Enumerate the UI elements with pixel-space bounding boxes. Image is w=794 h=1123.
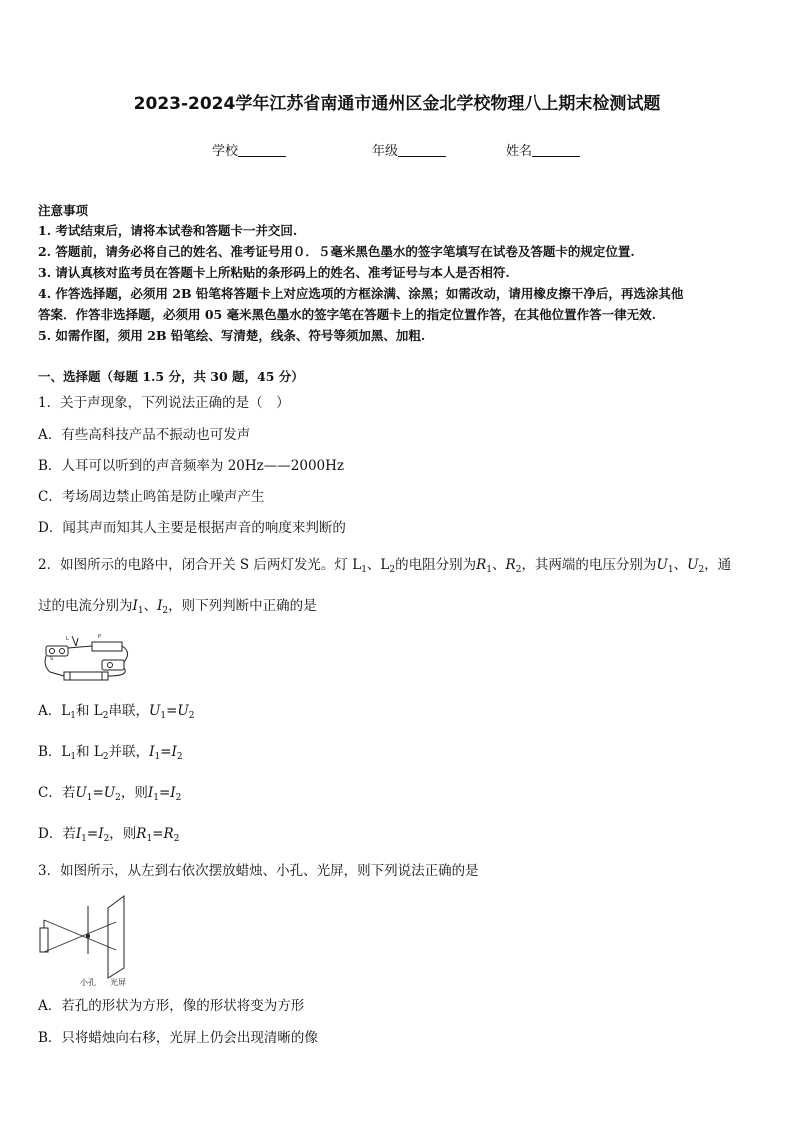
page-title: 2023-2024学年江苏省南通市通州区金北学校物理八上期末检测试题 [133, 94, 661, 114]
q1-option-a: A．有些高科技产品不振动也可发声 [38, 427, 251, 443]
notice-item: 1. 考试结束后，请将本试卷和答题卡一并交回. [38, 223, 298, 238]
question-2-stem: 2．如图所示的电路中，闭合开关 S 后两灯发光。灯 $L_1$、$L_2$的电阻分别为$R_1$、$R_2$，其两端的电压分别为$U_1$、$U_2$，通 [38, 557, 732, 575]
section-heading: 一、选择题（每题 1.5 分，共 30 题，45 分） [38, 369, 304, 384]
q2-option-d: D．若$I_1=I_2$，则$R_1=R_2$ [38, 826, 180, 844]
notice-item: 5. 如需作图，须用 2B 铅笔绘、写清楚，线条、符号等须加黑、加粗. [38, 328, 426, 343]
school-field [212, 140, 286, 159]
notice-item: 3. 请认真核对监考员在答题卡上所粘贴的条形码上的姓名、准考证号与本人是否相符. [38, 265, 510, 280]
q2-option-c: C．若$U_1=U_2$，则$I_1=I_2$ [38, 785, 182, 803]
name-field [506, 140, 580, 159]
svg-text:P: P [98, 634, 102, 640]
question-2-stem-line2: 过的电流分别为$I_1$、$I_2$，则下列判断中正确的是 [38, 598, 317, 616]
question-3-stem: 3．如图所示，从左到右依次摆放蜡烛、小孔、光屏，则下列说法正确的是 [38, 863, 479, 879]
q3-option-b: B．只将蜡烛向右移，光屏上仍会出现清晰的像 [38, 1030, 318, 1046]
circuit-figure [42, 632, 134, 682]
svg-text:S: S [50, 656, 54, 662]
q2-option-a: A．$L_1$和 $L_2$串联，$U_1=U_2$ [38, 703, 195, 721]
name-label: 姓名 [506, 144, 533, 159]
grade-field [372, 140, 446, 159]
notice-item: 2. 答题前，请务必将自己的姓名、准考证号用０．５毫米黑色墨水的签字笔填写在试卷及答题卡的规定位置. [38, 244, 635, 259]
q1-option-d: D．闻其声而知其人主要是根据声音的响度来判断的 [38, 520, 346, 536]
notice-heading: 注意事项 [38, 203, 89, 218]
svg-text:L: L [66, 636, 69, 642]
school-blank[interactable] [238, 143, 286, 157]
pinhole-figure [36, 892, 136, 988]
grade-blank[interactable] [398, 143, 446, 157]
q2-option-b: B．$L_1$和 $L_2$并联，$I_1=I_2$ [38, 744, 183, 762]
notice-item: 答案．作答非选择题，必须用 05 毫米黑色墨水的签字笔在答题卡上的指定位置作答，在其他位置作答一律无效. [38, 307, 656, 322]
pinhole-label: 小孔 [80, 978, 96, 987]
q1-option-b: B．人耳可以听到的声音频率为 20Hz——2000Hz [38, 458, 345, 474]
screen-label: 光屏 [110, 978, 126, 987]
question-1-stem: 1．关于声现象，下列说法正确的是（ ） [38, 395, 290, 411]
name-blank[interactable] [532, 143, 580, 157]
notice-item: 4. 作答选择题，必须用 2B 铅笔将答题卡上对应选项的方框涂满、涂黑；如需改动，请用橡皮擦干净后，再选涂其他 [38, 286, 684, 301]
grade-label: 年级 [372, 144, 399, 159]
school-label: 学校 [212, 144, 239, 159]
q3-option-a: A．若孔的形状为方形，像的形状将变为方形 [38, 998, 305, 1014]
q1-option-c: C．考场周边禁止鸣笛是防止噪声产生 [38, 489, 265, 505]
